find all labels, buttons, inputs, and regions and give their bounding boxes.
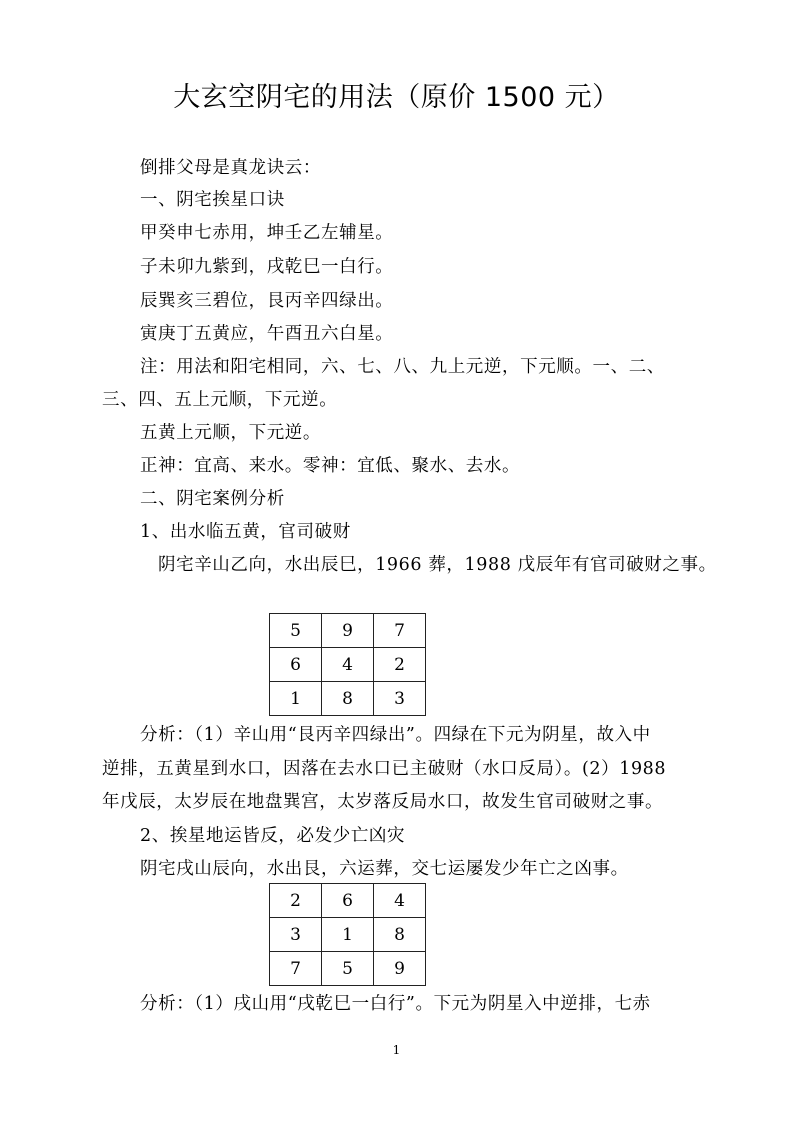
section-heading-2: 二、阴宅案例分析 [140,489,285,509]
grid-cell: 5 [270,614,322,648]
grid-cell: 7 [270,952,322,986]
grid-cell: 9 [374,952,426,986]
grid-row [270,884,426,918]
grid-cell: 7 [374,614,426,648]
grid-cell: 2 [270,884,322,918]
note-line-1: 注：用法和阳宅相同，六、七、八、九上元逆，下元顺。一、二、 [140,357,665,377]
note-line-3: 五黄上元顺，下元逆。 [140,423,321,443]
section-heading-1: 一、阴宅挨星口诀 [140,190,285,210]
verse-line-2: 子未卯九紫到，戌乾巳一白行。 [140,257,394,277]
grid-cell: 6 [322,884,374,918]
page-number: 1 [392,1043,401,1057]
case-heading-1: 1、出水临五黄，官司破财 [140,522,351,542]
star-chart-grid-2 [269,883,426,986]
grid-row [270,952,426,986]
grid-row [270,682,426,716]
grid-cell: 5 [322,952,374,986]
grid-cell: 1 [322,918,374,952]
verse-line-1: 甲癸申七赤用，坤壬乙左辅星。 [140,223,394,243]
grid-cell: 8 [374,918,426,952]
grid-cell: 4 [374,884,426,918]
case-description-2: 阴宅戌山辰向，水出艮，六运葬，交七运屡发少年亡之凶事。 [140,859,629,879]
grid-cell: 4 [322,648,374,682]
grid-row [270,614,426,648]
verse-line-4: 寅庚丁五黄应，午酉丑六白星。 [140,324,394,344]
grid-cell: 6 [270,648,322,682]
note-line-4: 正神：宜高、来水。零神：宜低、聚水、去水。 [140,456,521,476]
intro-line: 倒排父母是真龙诀云： [140,158,321,178]
grid-cell: 2 [374,648,426,682]
grid-row [270,918,426,952]
note-line-2: 三、四、五上元顺，下元逆。 [102,390,338,410]
grid-cell: 8 [322,682,374,716]
analysis-line-4: 分析：（1）戌山用“戌乾巳一白行”。下元为阴星入中逆排，七赤 [140,994,651,1014]
grid-cell: 1 [270,682,322,716]
analysis-line-2: 逆排，五黄星到水口，因落在去水口已主破财（水口反局）。(2）1988 [102,759,667,779]
grid-row [270,648,426,682]
grid-cell: 3 [270,918,322,952]
case-heading-2: 2、挨星地运皆反，必发少亡凶灾 [140,826,406,846]
case-description-1: 阴宅辛山乙向，水出辰巳，1966 葬，1988 戊辰年有官司破财之事。 [158,555,717,575]
verse-line-3: 辰巽亥三碧位，艮丙辛四绿出。 [140,291,394,311]
analysis-line-3: 年戊辰，太岁辰在地盘巽宫，太岁落反局水口，故发生官司破财之事。 [102,792,664,812]
document-title: 大玄空阴宅的用法（原价 1500 元） [173,82,620,113]
grid-cell: 3 [374,682,426,716]
analysis-line-1: 分析：（1）辛山用“艮丙辛四绿出”。四绿在下元为阴星，故入中 [140,725,651,745]
star-chart-grid-1 [269,613,426,716]
grid-cell: 9 [322,614,374,648]
